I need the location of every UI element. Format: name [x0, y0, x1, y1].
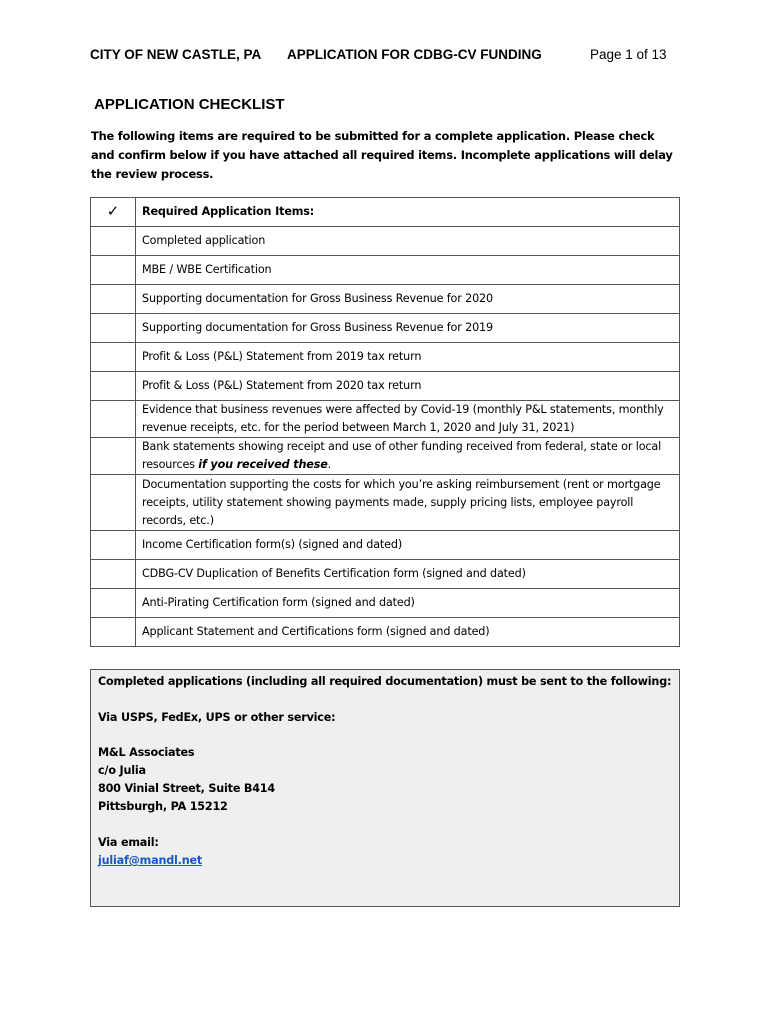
page-header [90, 47, 680, 67]
bank-item-text: Bank statements showing receipt and use of other funding received from federal, state or local resources [142, 440, 662, 471]
checkbox-cell[interactable] [91, 285, 136, 314]
recipient-attn: c/o Julia [98, 764, 146, 777]
via-mail-label: Via USPS, FedEx, UPS or other service: [98, 711, 336, 724]
checklist-item: CDBG-CV Duplication of Benefits Certification form (signed and dated) [136, 560, 680, 589]
table-row [91, 227, 680, 256]
checkbox-cell[interactable] [91, 343, 136, 372]
table-row [91, 285, 680, 314]
recipient-city: Pittsburgh, PA 15212 [98, 800, 228, 813]
table-row [91, 438, 680, 475]
header-city: CITY OF NEW CASTLE, PA [90, 47, 262, 62]
checklist-item: Income Certification form(s) (signed and dated) [136, 531, 680, 560]
checklist-item: Applicant Statement and Certifications form (signed and dated) [136, 618, 680, 647]
checkbox-cell[interactable] [91, 560, 136, 589]
checkbox-cell[interactable] [91, 314, 136, 343]
checkbox-cell[interactable] [91, 438, 136, 475]
page-number: Page 1 of 13 [590, 47, 667, 62]
intro-paragraph: The following items are required to be submitted for a complete application. Please check and confirm below if you have attached all required items. Incomplete applications will delay the review process. [91, 129, 673, 181]
submission-heading: Completed applications (including all required documentation) must be sent to the following: [98, 675, 672, 688]
recipient-street: 800 Vinial Street, Suite B414 [98, 782, 275, 795]
table-row [91, 618, 680, 647]
checklist-item-bank [136, 438, 680, 475]
recipient-name: M&L Associates [98, 746, 195, 759]
table-row [91, 372, 680, 401]
checklist-table [90, 197, 680, 647]
checkmark-icon: ✓ [106, 202, 120, 220]
submission-info-box [90, 669, 680, 907]
table-row [91, 401, 680, 438]
checkbox-cell[interactable] [91, 401, 136, 438]
table-row [91, 314, 680, 343]
table-row [91, 531, 680, 560]
checklist-heading: Required Application Items: [136, 198, 680, 227]
checklist-item: MBE / WBE Certification [136, 256, 680, 285]
header-application: APPLICATION FOR CDBG-CV FUNDING [287, 47, 542, 62]
checklist-item: Profit & Loss (P&L) Statement from 2019 tax return [136, 343, 680, 372]
email-link[interactable]: juliaf@mandl.net [98, 854, 203, 867]
table-row [91, 589, 680, 618]
checkbox-cell[interactable] [91, 256, 136, 285]
checklist-item: Evidence that business revenues were affected by Covid-19 (monthly P&L statements, monthly revenue receipts, etc. for the period between March 1, 2020 and July 31, 2021) [136, 401, 680, 438]
table-row [91, 256, 680, 285]
via-email-label: Via email: [98, 836, 159, 849]
table-row [91, 475, 680, 531]
table-row [91, 343, 680, 372]
table-row [91, 560, 680, 589]
check-column-header [91, 198, 136, 227]
checklist-item: Supporting documentation for Gross Business Revenue for 2019 [136, 314, 680, 343]
checkbox-cell[interactable] [91, 618, 136, 647]
checklist-header-row [91, 198, 680, 227]
bank-item-suffix: . [327, 458, 332, 471]
checklist-item: Documentation supporting the costs for which you’re asking reimbursement (rent or mortgage receipts, utility statement showing payments made, supply pricing lists, employee payroll records, etc.) [136, 475, 680, 531]
checklist-item: Completed application [136, 227, 680, 256]
bank-item-emphasis: if you received these [198, 458, 328, 471]
checklist-item: Anti-Pirating Certification form (signed and dated) [136, 589, 680, 618]
checkbox-cell[interactable] [91, 227, 136, 256]
checkbox-cell[interactable] [91, 475, 136, 531]
checklist-item: Profit & Loss (P&L) Statement from 2020 tax return [136, 372, 680, 401]
checkbox-cell[interactable] [91, 589, 136, 618]
checkbox-cell[interactable] [91, 531, 136, 560]
checkbox-cell[interactable] [91, 372, 136, 401]
checklist-item: Supporting documentation for Gross Business Revenue for 2020 [136, 285, 680, 314]
page-title: APPLICATION CHECKLIST [94, 96, 285, 113]
